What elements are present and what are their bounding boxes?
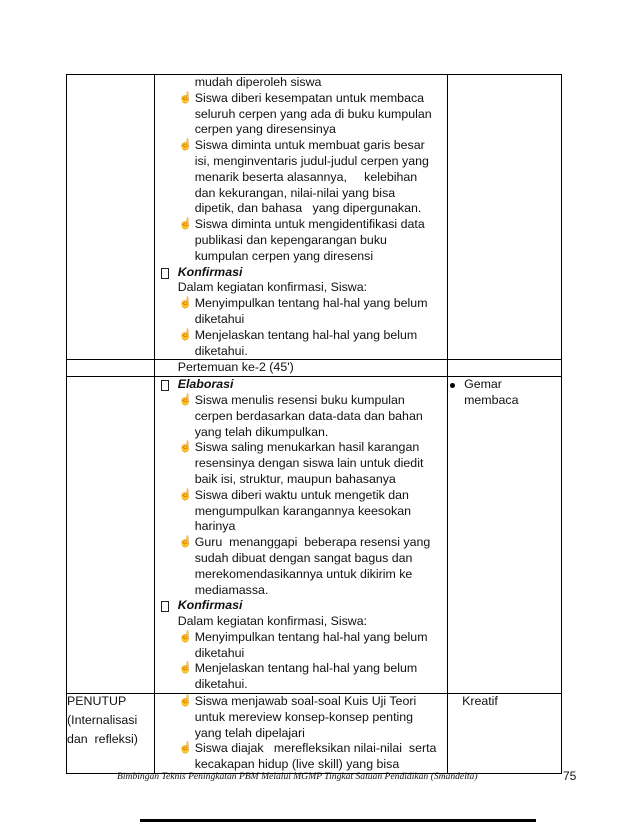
list-item [155, 138, 447, 217]
section-title: Konfirmasi [177, 598, 243, 613]
list-item [155, 440, 447, 487]
character-cell [448, 694, 562, 774]
table-cell-empty [67, 75, 155, 360]
table-cell-empty [448, 360, 562, 377]
meeting-label: Pertemuan ke-2 (45') [177, 360, 294, 375]
text-line: Siswa diberi waktu untuk mengetik dan [194, 487, 409, 502]
activity-cell [154, 377, 447, 694]
hand-pointer-icon: ☝ [178, 742, 193, 755]
text-line: diketahui. [194, 677, 248, 692]
elaborasi-section [155, 377, 447, 393]
text-line: mediamassa. [194, 582, 269, 597]
text-line: merekomendasikannya untuk dikirim ke [194, 566, 413, 581]
table-cell-empty [67, 360, 155, 377]
bottom-divider [140, 819, 536, 822]
activity-cell [154, 75, 447, 360]
list-item [155, 296, 447, 328]
text-line: kecakapan hidup (live skill) yang bisa [194, 757, 400, 772]
hand-pointer-icon: ☝ [178, 662, 193, 675]
hand-pointer-icon: ☝ [178, 441, 193, 454]
character-bullet [448, 377, 561, 409]
hand-pointer-icon: ☝ [178, 297, 193, 310]
phase-subtitle: (Internalisasi [67, 712, 138, 727]
text-line: Menyimpulkan tentang hal-hal yang belum [194, 629, 428, 644]
text-line: Siswa menulis resensi buku kumpulan [194, 392, 405, 407]
table-cell-empty [67, 377, 155, 694]
text-line: diketahui [194, 645, 245, 660]
section-intro: Dalam kegiatan konfirmasi, Siswa: [177, 614, 368, 629]
text-line: untuk mereview konsep-konsep penting [194, 709, 414, 724]
page-footer: Bimbingan Teknis Peningkatan PBM Melalui MGMP Tingkat Satuan Pendidikan (Smandelta) [117, 771, 478, 782]
text-line: sudah dibuat dengan sangat bagus dan [194, 550, 413, 565]
character-value: Kreatif [462, 694, 498, 709]
hand-pointer-icon: ☝ [178, 630, 193, 643]
list-item [155, 328, 447, 360]
hand-pointer-icon: ☝ [178, 695, 193, 708]
text-line: cerpen berdasarkan data-data dan bahan [194, 408, 423, 423]
list-item [155, 217, 447, 264]
table-row [67, 360, 562, 377]
phase-label-cell [67, 694, 155, 774]
box-icon [161, 268, 169, 279]
text-line: membaca [464, 392, 519, 407]
text-line: harinya [194, 519, 236, 534]
text-line: baik isi, struktur, maupun bahasanya [194, 471, 396, 486]
konfirmasi-section [155, 265, 447, 297]
hand-pointer-icon: ☝ [178, 393, 193, 406]
list-item [155, 661, 447, 693]
text-line: menarik beserta alasannya, kelebihan [194, 169, 418, 184]
character-cell [448, 377, 562, 694]
hand-pointer-icon: ☝ [178, 91, 193, 104]
text-line: resensinya dengan siswa lain untuk diedit [194, 456, 424, 471]
text-line: dipetik, dan bahasa yang dipergunakan. [194, 201, 422, 216]
text-line: Guru menanggapi beberapa resensi yang [194, 535, 431, 550]
text-line: Menjelaskan tentang hal-hal yang belum [194, 327, 418, 342]
text-line: yang telah dipelajari [194, 725, 305, 740]
page-number: 75 [563, 769, 577, 783]
list-item [155, 393, 447, 440]
section-intro: Dalam kegiatan konfirmasi, Siswa: [177, 280, 368, 295]
table-row [67, 75, 562, 360]
meeting-cell [154, 360, 447, 377]
activity-cell [154, 694, 447, 774]
text-line: Siswa diajak merefleksikan nilai-nilai serta [194, 741, 437, 756]
text-line: diketahui [194, 311, 245, 326]
section-title: Konfirmasi [177, 264, 243, 279]
text-line: publikasi dan kepengarangan buku [194, 232, 387, 247]
text-line: mengumpulkan karangannya keesokan [194, 503, 411, 518]
text-line: Siswa diminta untuk membuat garis besar [194, 138, 425, 153]
table-row [67, 694, 562, 774]
text-line: isi, menginventaris judul-judul cerpen yang [194, 153, 429, 168]
hand-pointer-icon: ☝ [178, 139, 193, 152]
list-item [155, 535, 447, 598]
lesson-plan-table [66, 74, 562, 774]
section-title: Elaborasi [177, 377, 234, 392]
text-line: Menyimpulkan tentang hal-hal yang belum [194, 296, 428, 311]
box-icon [161, 380, 169, 391]
text-line: dan kekurangan, nilai-nilai yang bisa [194, 185, 396, 200]
text-line: Menjelaskan tentang hal-hal yang belum [194, 661, 418, 676]
bullet-icon [450, 383, 455, 388]
text-line: Siswa diminta untuk mengidentifikasi data [194, 217, 425, 232]
table-row [67, 377, 562, 694]
text-line: diketahui. [194, 343, 248, 358]
hand-pointer-icon: ☝ [178, 488, 193, 501]
phase-title: PENUTUP [67, 694, 127, 709]
text-line: seluruh cerpen yang ada di buku kumpulan [194, 106, 432, 121]
phase-subtitle: dan refleksi) [67, 731, 138, 746]
table-cell-empty [448, 75, 562, 360]
list-item [155, 741, 447, 773]
text-line: Gemar [464, 377, 502, 392]
text-line: kumpulan cerpen yang diresensi [194, 248, 374, 263]
box-icon [161, 601, 169, 612]
konfirmasi-section [155, 598, 447, 630]
text-line: Siswa diberi kesempatan untuk membaca [194, 90, 425, 105]
hand-pointer-icon: ☝ [178, 328, 193, 341]
list-item [155, 694, 447, 741]
text-line: Siswa saling menukarkan hasil karangan [194, 440, 420, 455]
text-line: Siswa menjawab soal-soal Kuis Uji Teori [194, 694, 417, 709]
text-line: yang telah dikumpulkan. [194, 424, 329, 439]
text-line: mudah diperoleh siswa [194, 75, 322, 89]
list-item [155, 488, 447, 535]
list-item [155, 630, 447, 662]
text-line: cerpen yang diresensinya [194, 122, 336, 137]
list-item [155, 91, 447, 138]
hand-pointer-icon: ☝ [178, 218, 193, 231]
hand-pointer-icon: ☝ [178, 536, 193, 549]
